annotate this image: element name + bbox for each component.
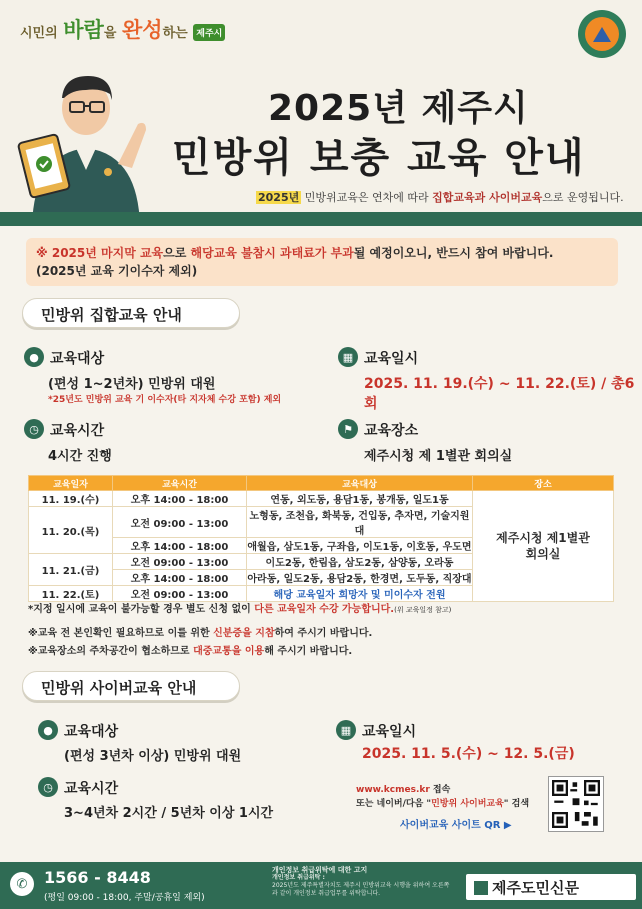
- row-target: 아라동, 일도2동, 용담2동, 한경면, 도두동, 직장대: [247, 570, 473, 586]
- contact-hours: (평일 09:00 - 18:00, 주말/공휴일 제외): [44, 893, 205, 903]
- footnote-parking: [28, 642, 352, 657]
- notice-text-1: 으로: [163, 246, 191, 260]
- slogan-particle-2: 하는: [162, 26, 188, 41]
- row-target: 해당 교육일자 희망자 및 미이수자 전원: [247, 586, 473, 602]
- subtitle-emphasis: 집합교육과 사이버교육: [432, 191, 543, 204]
- row-time: 오후 14:00 - 18:00: [113, 538, 247, 554]
- title-line-2: 민방위 보충 교육 안내: [172, 135, 586, 181]
- footnote-id-card: [28, 624, 372, 639]
- notice-red-2: 해당교육 불참시 과태료가 부과: [190, 246, 354, 260]
- clock-icon: ◷: [38, 777, 58, 797]
- group-target-note: *25년도 민방위 교육 기 이수자(타 지자체 수강 포함) 제외: [48, 395, 282, 405]
- cyber-target-label: 교육대상: [64, 724, 119, 740]
- table-header: 교육대상: [247, 476, 473, 491]
- group-place-text: 제주시청 제 1별관 회의실: [364, 449, 513, 464]
- contact-phone[interactable]: 1566 - 8448: [44, 868, 151, 887]
- cyber-time-text: 3~4년차 2시간 / 5년차 이상 1시간: [64, 806, 274, 821]
- row-place: [473, 491, 614, 602]
- press-name: 제주도민신문: [492, 879, 579, 897]
- row-time: 오전 09:00 - 13:00: [113, 554, 247, 570]
- search-hint-red: 민방위 사이버교육: [431, 799, 504, 809]
- notice-exclusion: (2025년 교육 기이수자 제외): [36, 264, 198, 278]
- civil-defense-officer-illustration: [14, 68, 154, 226]
- clock-icon: ◷: [24, 419, 44, 439]
- table-row: [29, 491, 614, 507]
- row-date: 11. 22.(토): [29, 586, 113, 602]
- cyber-time-label: 교육시간: [64, 781, 119, 797]
- qr-label: 사이버교육 사이트 QR ▶: [400, 820, 512, 831]
- header-subtitle: [256, 189, 624, 205]
- footnote-3-red: 대중교통을 이용: [193, 646, 265, 657]
- qr-pattern-icon: [552, 780, 600, 828]
- search-hint-b: " 검색: [503, 799, 530, 809]
- notice-text-2: 될 예정이오니, 반드시 참여 바랍니다.: [353, 246, 554, 260]
- press-watermark: [466, 874, 636, 900]
- slogan-word-2: 완성: [121, 18, 163, 42]
- row-date: 11. 20.(목): [29, 507, 113, 554]
- group-date-label: 교육일시: [364, 351, 419, 367]
- slogan-word-1: 바람: [63, 18, 104, 42]
- cyber-url-suffix: 접속: [429, 785, 451, 795]
- footnote-alternate-date: [28, 600, 451, 615]
- row-target: 애월읍, 삼도1동, 구좌읍, 이도1동, 이호동, 우도면: [247, 538, 473, 554]
- privacy-notice: [272, 866, 452, 898]
- header-divider-band: [0, 212, 642, 226]
- notice-red-1: 2025년 마지막 교육: [51, 246, 164, 260]
- cyber-site-url: [356, 782, 450, 795]
- group-place-label: 교육장소: [364, 423, 419, 439]
- location-icon: ⚑: [338, 419, 358, 439]
- city-slogan: [20, 14, 225, 44]
- row-time: 오후 14:00 - 18:00: [113, 491, 247, 507]
- row-target: 노형동, 조천읍, 화북동, 건입동, 추자면, 기술지원대: [247, 507, 473, 538]
- title-line-1: 2025년 제주시: [268, 88, 529, 129]
- calendar-icon: ▦: [338, 347, 358, 367]
- row-date: 11. 19.(수): [29, 491, 113, 507]
- row-time: 오후 14:00 - 18:00: [113, 570, 247, 586]
- cyber-date-text: 2025. 11. 5.(수) ~ 12. 5.(금): [362, 746, 575, 762]
- slogan-prefix: 시민의: [20, 26, 58, 41]
- table-header: 교육시간: [113, 476, 247, 491]
- row-date: 11. 21.(금): [29, 554, 113, 586]
- slogan-particle-1: 을: [103, 26, 117, 41]
- subtitle-text-1: 민방위교육은 연차에 따라: [301, 191, 433, 204]
- place-line-2: 회의실: [525, 547, 561, 561]
- cyber-education-title: 민방위 사이버교육 안내: [22, 671, 240, 701]
- press-logo-icon: [474, 881, 488, 895]
- cyber-url-link[interactable]: www.kcmes.kr: [356, 785, 430, 795]
- person-icon: ●: [38, 720, 58, 740]
- notice-mark: ※: [36, 246, 52, 260]
- group-date-text: 2025. 11. 19.(수) ~ 11. 22.(토) / 총6회: [364, 376, 635, 412]
- footnote-3-text: ※교육장소의 주차공간이 협소하므로: [28, 646, 194, 657]
- table-header: 교육일자: [29, 476, 113, 491]
- place-line-1: 제주시청 제1별관: [496, 531, 590, 545]
- person-icon: ●: [24, 347, 44, 367]
- table-header: 장소: [473, 476, 614, 491]
- footnote-1-small: (위 교육일정 참고): [394, 606, 452, 614]
- group-time-label: 교육시간: [50, 423, 105, 439]
- cyber-date-label: 교육일시: [362, 724, 417, 740]
- schedule-table: [28, 475, 614, 602]
- slogan-tag: 제주시: [193, 24, 225, 41]
- cyber-site-qr-code[interactable]: [548, 776, 604, 832]
- privacy-title: 개인정보 취급위탁에 대한 고지: [272, 866, 368, 874]
- row-target: 이도2동, 한림읍, 삼도2동, 삼양동, 오라동: [247, 554, 473, 570]
- footnote-1-red: 다른 교육일자 수강 가능합니다.: [254, 604, 395, 615]
- penalty-notice-box: [26, 238, 618, 286]
- group-target-text: (편성 1~2년차) 민방위 대원: [48, 377, 216, 392]
- header-area: [0, 0, 642, 226]
- footnote-2-tail: 하여 주시기 바랍니다.: [274, 628, 373, 639]
- subtitle-text-2: 으로 운영됩니다.: [542, 191, 624, 204]
- row-time: 오전 09:00 - 13:00: [113, 507, 247, 538]
- row-time: 오전 09:00 - 13:00: [113, 586, 247, 602]
- group-target-label: 교육대상: [50, 351, 105, 367]
- group-time-text: 4시간 진행: [48, 449, 112, 464]
- footnote-2-text: ※교육 전 본인확인 필요하므로 이를 위한: [28, 628, 214, 639]
- footnote-2-red: 신분증을 지참: [213, 628, 275, 639]
- privacy-body: 2025년도 제주특별자치도 제주시 민방위교육 시행을 위하여 오른쪽과 같이 개인정보 취급업무를 위탁합니다.: [272, 882, 450, 897]
- row-target: 연동, 외도동, 용담1동, 봉개동, 일도1동: [247, 491, 473, 507]
- cyber-target-text: (편성 3년차 이상) 민방위 대원: [64, 749, 242, 764]
- privacy-subtitle: 개인정보 취급위탁 :: [272, 874, 325, 881]
- cyber-search-hint: [356, 796, 529, 809]
- group-education-title: 민방위 집합교육 안내: [22, 298, 240, 328]
- subtitle-highlight: 2025년: [258, 191, 300, 204]
- calendar-icon: ▦: [336, 720, 356, 740]
- search-hint-a: 또는 네이버/다음 ": [356, 799, 432, 809]
- footnote-3-tail: 해 주시기 바랍니다.: [264, 646, 353, 657]
- phone-icon: ✆: [10, 872, 34, 896]
- footnote-1-text: *지정 일시에 교육이 불가능할 경우 별도 신청 없이: [28, 604, 255, 615]
- civil-defense-emblem-icon: [578, 10, 626, 58]
